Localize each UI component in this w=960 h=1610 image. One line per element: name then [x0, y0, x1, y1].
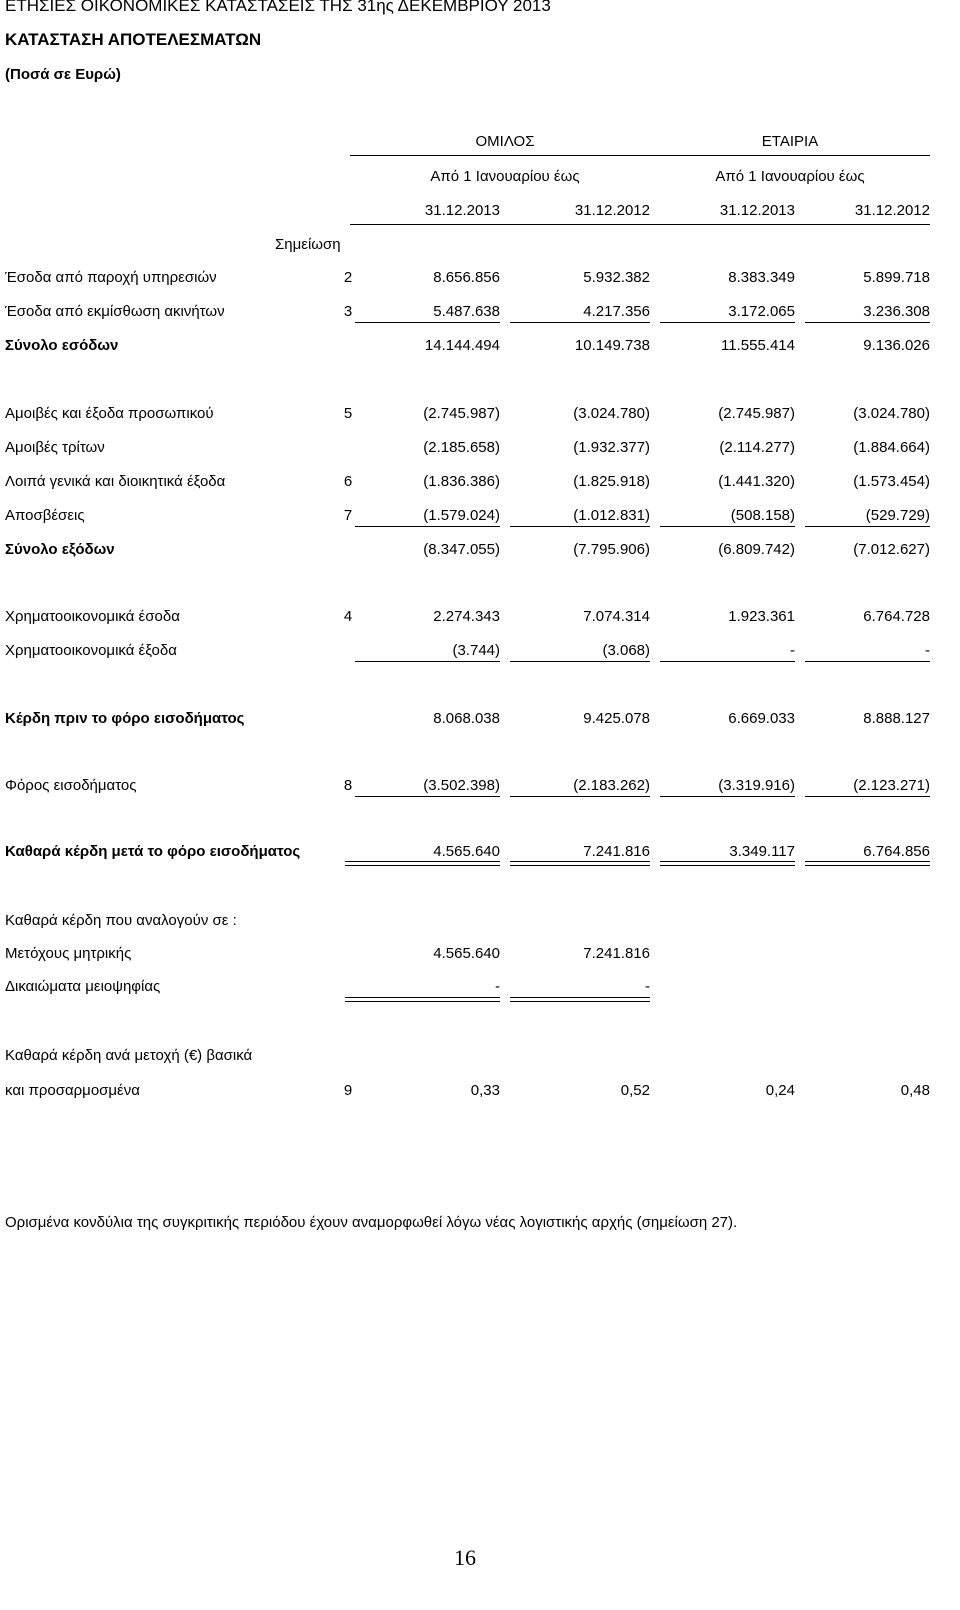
date-header: 31.12.2013	[424, 202, 500, 219]
value-cell: 4.565.640	[433, 843, 500, 860]
row-label: Αποσβέσεις	[5, 507, 85, 524]
subtotal-rule	[660, 661, 795, 662]
row-label: Καθαρά κέρδη μετά το φόρο εισοδήματος	[5, 843, 301, 860]
total-double-rule	[510, 861, 650, 866]
value-cell: 9.136.026	[863, 337, 930, 354]
value-cell: 8.068.038	[433, 710, 500, 727]
value-cell: (3.319.916)	[718, 777, 795, 794]
value-cell: (1.012.831)	[573, 507, 650, 524]
row-label: Δικαιώματα μειοψηφίας	[5, 978, 161, 995]
row-label: Λοιπά γενικά και διοικητικά έξοδα	[5, 473, 226, 490]
total-double-rule	[345, 861, 500, 866]
subtotal-rule	[660, 322, 795, 323]
row-label: Κέρδη πριν το φόρο εισοδήματος	[5, 710, 245, 727]
footnote: Ορισμένα κονδύλια της συγκριτικής περιόδου έχουν αναμορφωθεί λόγω νέας λογιστικής αρχής (σημείωση 27).	[5, 1214, 738, 1231]
value-cell: 3.236.308	[863, 303, 930, 320]
value-cell: 5.487.638	[433, 303, 500, 320]
value-cell: -	[495, 978, 500, 995]
value-cell: 7.241.816	[583, 945, 650, 962]
value-cell: -	[925, 642, 930, 659]
company-period: Από 1 Ιανουαρίου έως	[715, 168, 865, 185]
value-cell: (1.441.320)	[718, 473, 795, 490]
subtotal-rule	[355, 322, 500, 323]
value-cell: 1.923.361	[728, 608, 795, 625]
value-cell: 7.074.314	[583, 608, 650, 625]
header-rule	[350, 155, 930, 156]
value-cell: 6.764.856	[863, 843, 930, 860]
subtotal-rule	[355, 661, 500, 662]
value-cell: (2.123.271)	[853, 777, 930, 794]
value-cell: (1.573.454)	[853, 473, 930, 490]
row-label: Φόρος εισοδήματος	[5, 777, 137, 794]
company-column-header: ΕΤΑΙΡΙΑ	[761, 133, 819, 150]
note-column-header: Σημείωση	[275, 236, 341, 253]
value-cell: (2.114.277)	[719, 439, 795, 456]
row-label: Καθαρά κέρδη ανά μετοχή (€) βασικά	[5, 1047, 253, 1064]
subtotal-rule	[805, 322, 930, 323]
page-number: 16	[454, 1545, 476, 1570]
subtotal-rule	[805, 661, 930, 662]
value-cell: 5.932.382	[583, 269, 650, 286]
date-header: 31.12.2012	[574, 202, 650, 219]
value-cell: (1.825.918)	[573, 473, 650, 490]
date-header: 31.12.2012	[854, 202, 930, 219]
value-cell: (3.068)	[602, 642, 650, 659]
row-label: Αμοιβές τρίτων	[5, 439, 105, 456]
subtotal-rule	[355, 796, 500, 797]
value-cell: 10.149.738	[574, 337, 650, 354]
value-cell: (2.183.262)	[573, 777, 650, 794]
value-cell: 3.349.117	[729, 843, 795, 860]
subtotal-rule	[805, 526, 930, 527]
subtotal-rule	[660, 526, 795, 527]
value-cell: 0,52	[620, 1082, 650, 1099]
value-cell: 8.888.127	[863, 710, 930, 727]
row-label: Αμοιβές και έξοδα προσωπικού	[5, 405, 214, 422]
note-ref: 3	[343, 303, 353, 320]
subtotal-rule	[510, 796, 650, 797]
value-cell: 5.899.718	[863, 269, 930, 286]
note-ref: 2	[343, 269, 353, 286]
subtotal-rule	[510, 322, 650, 323]
value-cell: (3.024.780)	[853, 405, 930, 422]
value-cell: 11.555.414	[721, 337, 795, 354]
row-label: Έσοδα από παροχή υπηρεσιών	[5, 269, 217, 286]
date-header: 31.12.2013	[719, 202, 795, 219]
value-cell: (7.795.906)	[573, 541, 650, 558]
subtotal-rule	[510, 661, 650, 662]
row-label: Χρηματοοικονομικά έξοδα	[5, 642, 177, 659]
subtotal-rule	[510, 526, 650, 527]
value-cell: -	[790, 642, 795, 659]
value-cell: (2.745.987)	[423, 405, 500, 422]
document-title: ΕΤΗΣΙΕΣ ΟΙΚΟΝΟΜΙΚΕΣ ΚΑΤΑΣΤΑΣΕΙΣ ΤΗΣ 31ης ΔΕΚΕΜΒΡΙΟΥ 2013	[5, 0, 551, 15]
group-period: Από 1 Ιανουαρίου έως	[430, 168, 580, 185]
subtotal-rule	[660, 796, 795, 797]
value-cell: 6.764.728	[863, 608, 930, 625]
row-label: Σύνολο εσόδων	[5, 337, 119, 354]
value-cell: (1.884.664)	[853, 439, 930, 456]
value-cell: (3.744)	[452, 642, 500, 659]
value-cell: (3.502.398)	[423, 777, 500, 794]
subtotal-rule	[355, 526, 500, 527]
value-cell: 0,48	[900, 1082, 930, 1099]
row-label: Σύνολο εξόδων	[5, 541, 115, 558]
value-cell: (3.024.780)	[573, 405, 650, 422]
row-label: Έσοδα από εκμίσθωση ακινήτων	[5, 303, 225, 320]
value-cell: 8.383.349	[728, 269, 795, 286]
note-ref: 7	[343, 507, 353, 524]
value-cell: 0,33	[470, 1082, 500, 1099]
note-ref: 8	[343, 777, 353, 794]
row-label: Χρηματοοικονομικά έσοδα	[5, 608, 180, 625]
value-cell: 6.669.033	[728, 710, 795, 727]
currency-note: (Ποσά σε Ευρώ)	[5, 66, 121, 83]
group-column-header: ΟΜΙΛΟΣ	[475, 133, 535, 150]
header-rule	[350, 224, 930, 225]
value-cell: (508.158)	[730, 507, 795, 524]
value-cell: 2.274.343	[433, 608, 500, 625]
value-cell: 7.241.816	[583, 843, 650, 860]
row-label: και προσαρμοσμένα	[5, 1082, 140, 1099]
value-cell: (529.729)	[865, 507, 930, 524]
note-ref: 4	[343, 608, 353, 625]
row-label: Καθαρά κέρδη που αναλογούν σε :	[5, 912, 237, 929]
total-double-rule	[660, 861, 795, 866]
note-ref: 9	[343, 1082, 353, 1099]
value-cell: 4.217.356	[583, 303, 650, 320]
value-cell: (1.579.024)	[423, 507, 500, 524]
subtotal-rule	[805, 796, 930, 797]
value-cell: 0,24	[765, 1082, 795, 1099]
value-cell: 8.656.856	[433, 269, 500, 286]
value-cell: (1.932.377)	[573, 439, 650, 456]
value-cell: (7.012.627)	[853, 541, 930, 558]
value-cell: (2.185.658)	[423, 439, 500, 456]
row-label: Μετόχους μητρικής	[5, 945, 132, 962]
value-cell: (1.836.386)	[423, 473, 500, 490]
note-ref: 6	[343, 473, 353, 490]
statement-title: ΚΑΤΑΣΤΑΣΗ ΑΠΟΤΕΛΕΣΜΑΤΩΝ	[5, 30, 262, 49]
note-ref: 5	[343, 405, 353, 422]
value-cell: (6.809.742)	[718, 541, 795, 558]
value-cell: 14.144.494	[424, 337, 500, 354]
value-cell: 9.425.078	[583, 710, 650, 727]
value-cell: (2.745.987)	[718, 405, 795, 422]
value-cell: -	[645, 978, 650, 995]
value-cell: (8.347.055)	[423, 541, 500, 558]
total-double-rule	[805, 861, 930, 866]
total-double-rule	[510, 997, 650, 1002]
value-cell: 3.172.065	[728, 303, 795, 320]
total-double-rule	[345, 997, 500, 1002]
value-cell: 4.565.640	[433, 945, 500, 962]
